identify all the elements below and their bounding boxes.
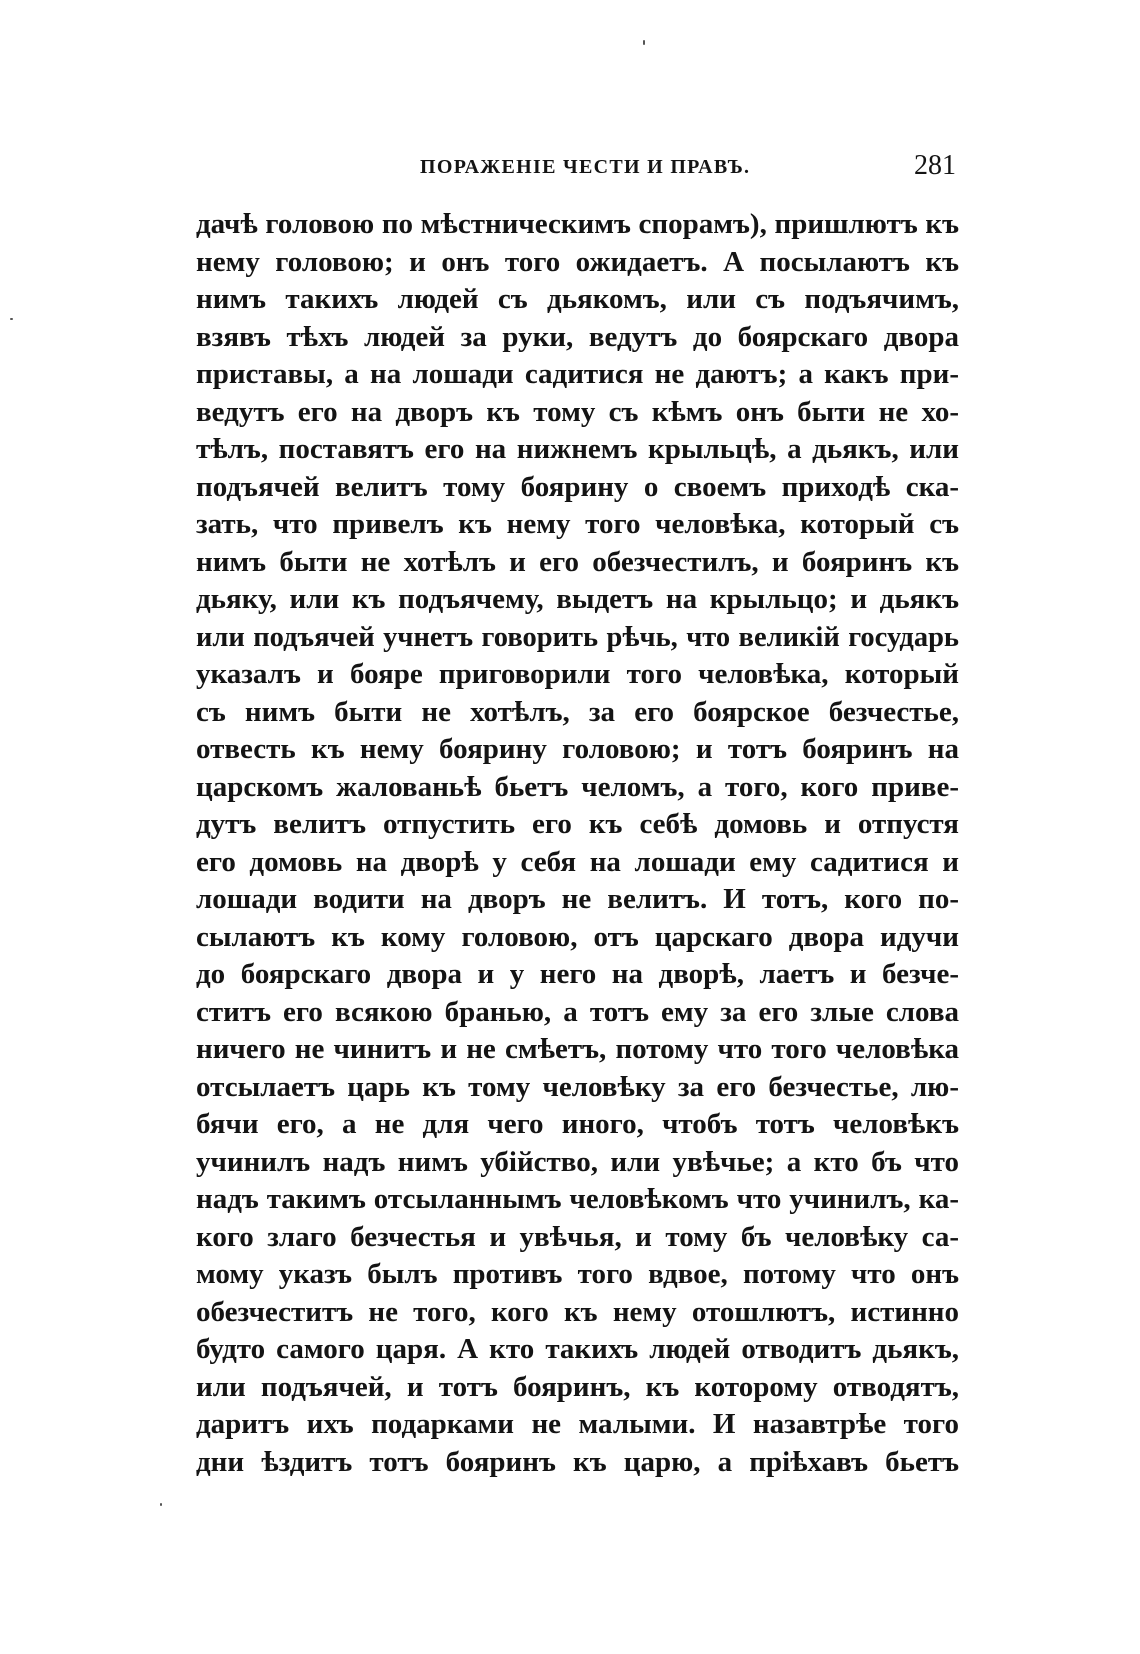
text-line: царскомъ жалованьѣ бьетъ челомъ, а того, кого приве- [196, 770, 959, 803]
text-line: приставы, а на лошади садитися не даютъ; а какъ при- [196, 358, 959, 390]
text-line: обезчеститъ не того, кого къ нему отошлютъ, истинно [196, 1295, 959, 1328]
text-line: нему головою; и онъ того ожидаетъ. А посылаютъ къ [196, 245, 959, 278]
text-line: отсылаетъ царь къ тому человѣку за его безчестье, лю- [196, 1070, 959, 1103]
text-line: ведутъ его на дворъ къ тому съ кѣмъ онъ быти не хо- [196, 395, 959, 428]
text-line: кого злаго безчестья и увѣчья, и тому бъ человѣку са- [196, 1220, 959, 1253]
running-head [196, 150, 959, 186]
text-line: нимъ быти не хотѣлъ и его обезчестилъ, и бояринъ къ [196, 545, 959, 578]
text-line: будто самого царя. А кто такихъ людей отводитъ дьякъ, [196, 1333, 959, 1365]
text-line: надъ такимъ отсыланнымъ человѣкомъ что учинилъ, ка- [196, 1183, 959, 1215]
page-number: 281 [914, 150, 956, 181]
text-line: подъячей велитъ тому боярину о своемъ приходѣ ска- [196, 470, 959, 503]
text-line: тѣлъ, поставятъ его на нижнемъ крыльцѣ, а дьякъ, или [196, 433, 959, 465]
text-line: ститъ его всякою бранью, а тотъ ему за его злые слова [196, 995, 959, 1028]
text-line: или подъячей учнетъ говорить рѣчь, что великій государь [196, 621, 959, 653]
text-line: сылаютъ къ кому головою, отъ царскаго двора идучи [196, 920, 959, 953]
scan-speck [160, 1503, 162, 1506]
text-line: мому указъ былъ противъ того вдвое, потому что онъ [196, 1258, 959, 1290]
text-line: его домовь на дворѣ у себя на лошади ему садитися и [196, 845, 959, 878]
text-line: дни ѣздитъ тотъ бояринъ къ царю, а пріѣхавъ бьетъ [196, 1445, 959, 1478]
text-line: зать, что привелъ къ нему того человѣка, который съ [196, 508, 959, 540]
text-line: ничего не чинитъ и не смѣетъ, потому что того человѣка [196, 1033, 959, 1065]
text-line: съ нимъ быти не хотѣлъ, за его боярское безчестье, [196, 695, 959, 728]
text-line: до боярскаго двора и у него на дворѣ, лаетъ и безче- [196, 958, 959, 990]
body-text [196, 206, 959, 1481]
text-line: дачѣ головою по мѣстническимъ спорамъ), пришлютъ къ [196, 208, 959, 240]
text-line: учинилъ надъ нимъ убійство, или увѣчье; а кто бъ что [196, 1145, 959, 1178]
text-line: дьяку, или къ подъячему, выдетъ на крыльцо; и дьякъ [196, 583, 959, 615]
scan-speck [10, 318, 13, 320]
scan-speck [643, 40, 645, 45]
text-line: отвесть къ нему боярину головою; и тотъ бояринъ на [196, 733, 959, 765]
text-line: бячи его, а не для чего иного, чтобъ тотъ человѣкъ [196, 1108, 959, 1140]
text-line: нимъ такихъ людей съ дьякомъ, или съ подъячимъ, [196, 283, 959, 315]
text-line: или подъячей, и тотъ бояринъ, къ которому отводятъ, [196, 1370, 959, 1403]
text-line: дутъ велитъ отпустить его къ себѣ домовь и отпустя [196, 808, 959, 840]
text-line: взявъ тѣхъ людей за руки, ведутъ до боярскаго двора [196, 320, 959, 353]
text-line: лошади водити на дворъ не велитъ. И тотъ, кого по- [196, 883, 959, 915]
running-title: ПОРАЖЕНІЕ ЧЕСТИ И ПРАВЪ. [420, 156, 751, 178]
text-line: указалъ и бояре приговорили того человѣка, который [196, 658, 959, 690]
text-line: даритъ ихъ подарками не малыми. И назавтрѣе того [196, 1408, 959, 1440]
